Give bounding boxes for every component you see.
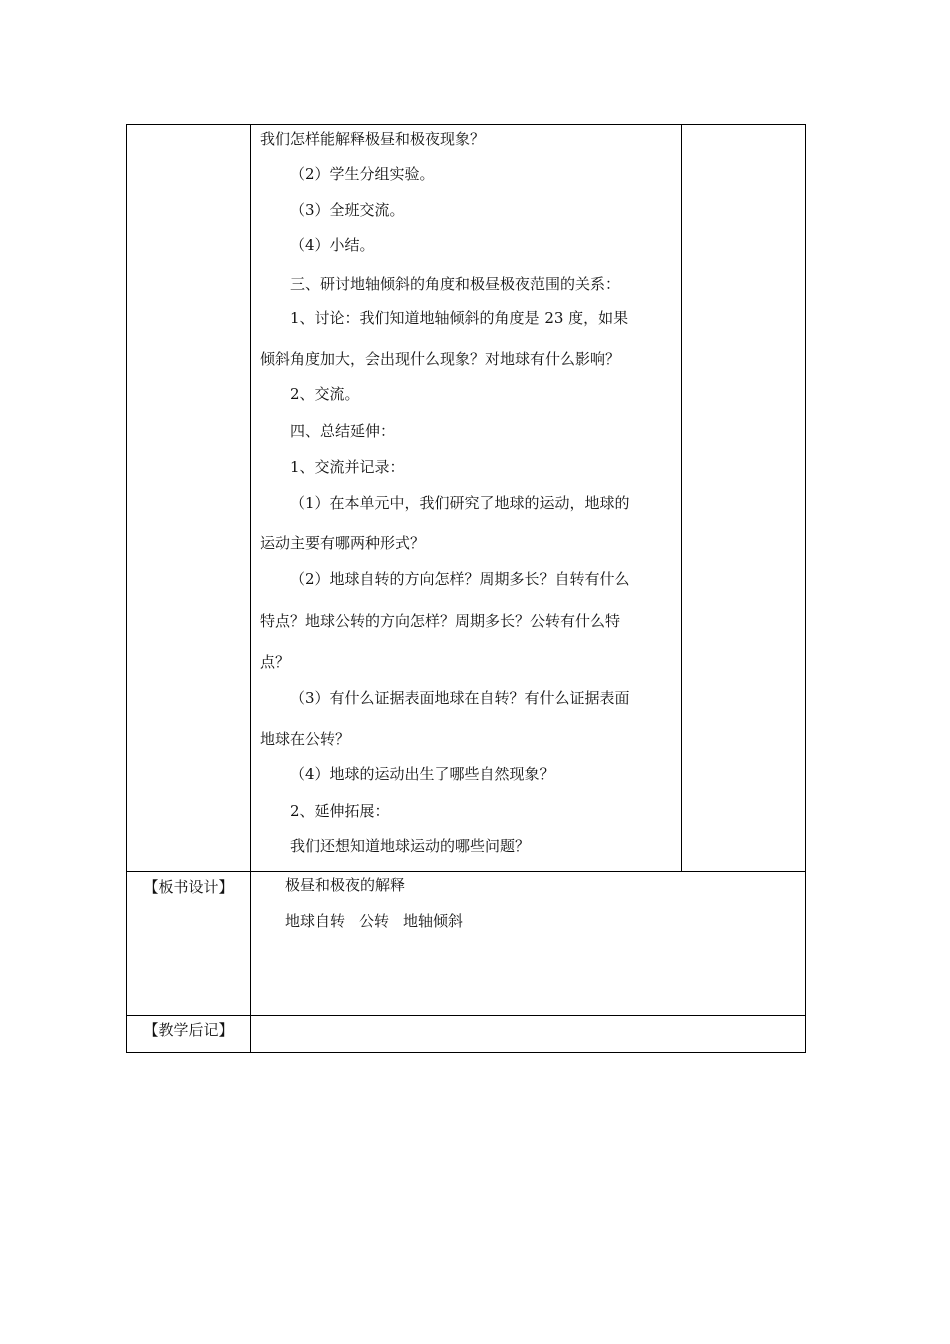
board-term: 公转 (359, 912, 390, 930)
process-line: 1、交流并记录： (290, 459, 405, 476)
teaching-notes-label: 【教学后记】 (143, 1021, 234, 1039)
board-design-row (127, 872, 806, 1016)
board-term: 地轴倾斜 (403, 912, 464, 930)
board-design-label-cell (127, 872, 251, 1016)
process-line: （2）地球自转的方向怎样？周期多长？自转有什么 (290, 571, 630, 588)
teaching-process-row (127, 125, 806, 872)
process-line: 1、讨论：我们知道地轴倾斜的角度是 23 度，如果 (290, 310, 629, 327)
board-design-content-cell (251, 872, 806, 1016)
process-line: （1）在本单元中，我们研究了地球的运动，地球的 (290, 495, 630, 512)
process-line: （2）学生分组实验。 (290, 166, 435, 183)
teaching-notes-row (127, 1016, 806, 1053)
process-line: 特点？地球公转的方向怎样？周期多长？公转有什么特 (260, 613, 621, 630)
board-design-label: 【板书设计】 (143, 878, 234, 896)
board-title: 极昼和极夜的解释 (285, 876, 406, 894)
board-terms (251, 913, 805, 930)
process-line: 2、延伸拓展： (290, 803, 390, 820)
teaching-notes-label-cell (127, 1016, 251, 1053)
process-line: 四、总结延伸： (290, 423, 396, 440)
process-line: （3）有什么证据表面地球在自转？有什么证据表面 (290, 690, 630, 707)
process-label-cell (127, 125, 251, 872)
process-line: 点？ (260, 654, 291, 671)
board-term: 地球自转 (285, 912, 346, 930)
process-line: （3）全班交流。 (290, 202, 405, 219)
process-line: 我们还想知道地球运动的哪些问题？ (290, 838, 531, 855)
process-note-cell (682, 125, 806, 872)
process-line: 地球在公转？ (260, 731, 351, 748)
lesson-plan-table (126, 124, 806, 1053)
process-content-cell (251, 125, 682, 872)
process-line: （4）地球的运动出生了哪些自然现象？ (290, 766, 555, 783)
process-line: 三、研讨地轴倾斜的角度和极昼极夜范围的关系： (290, 276, 621, 293)
teaching-notes-content-cell (251, 1016, 806, 1053)
process-line: 倾斜角度加大，会出现什么现象？对地球有什么影响？ (260, 351, 621, 368)
process-line: 2、交流。 (290, 386, 360, 403)
process-line: 运动主要有哪两种形式？ (260, 535, 426, 552)
process-line: 我们怎样能解释极昼和极夜现象？ (260, 131, 486, 148)
process-line: （4）小结。 (290, 237, 375, 254)
